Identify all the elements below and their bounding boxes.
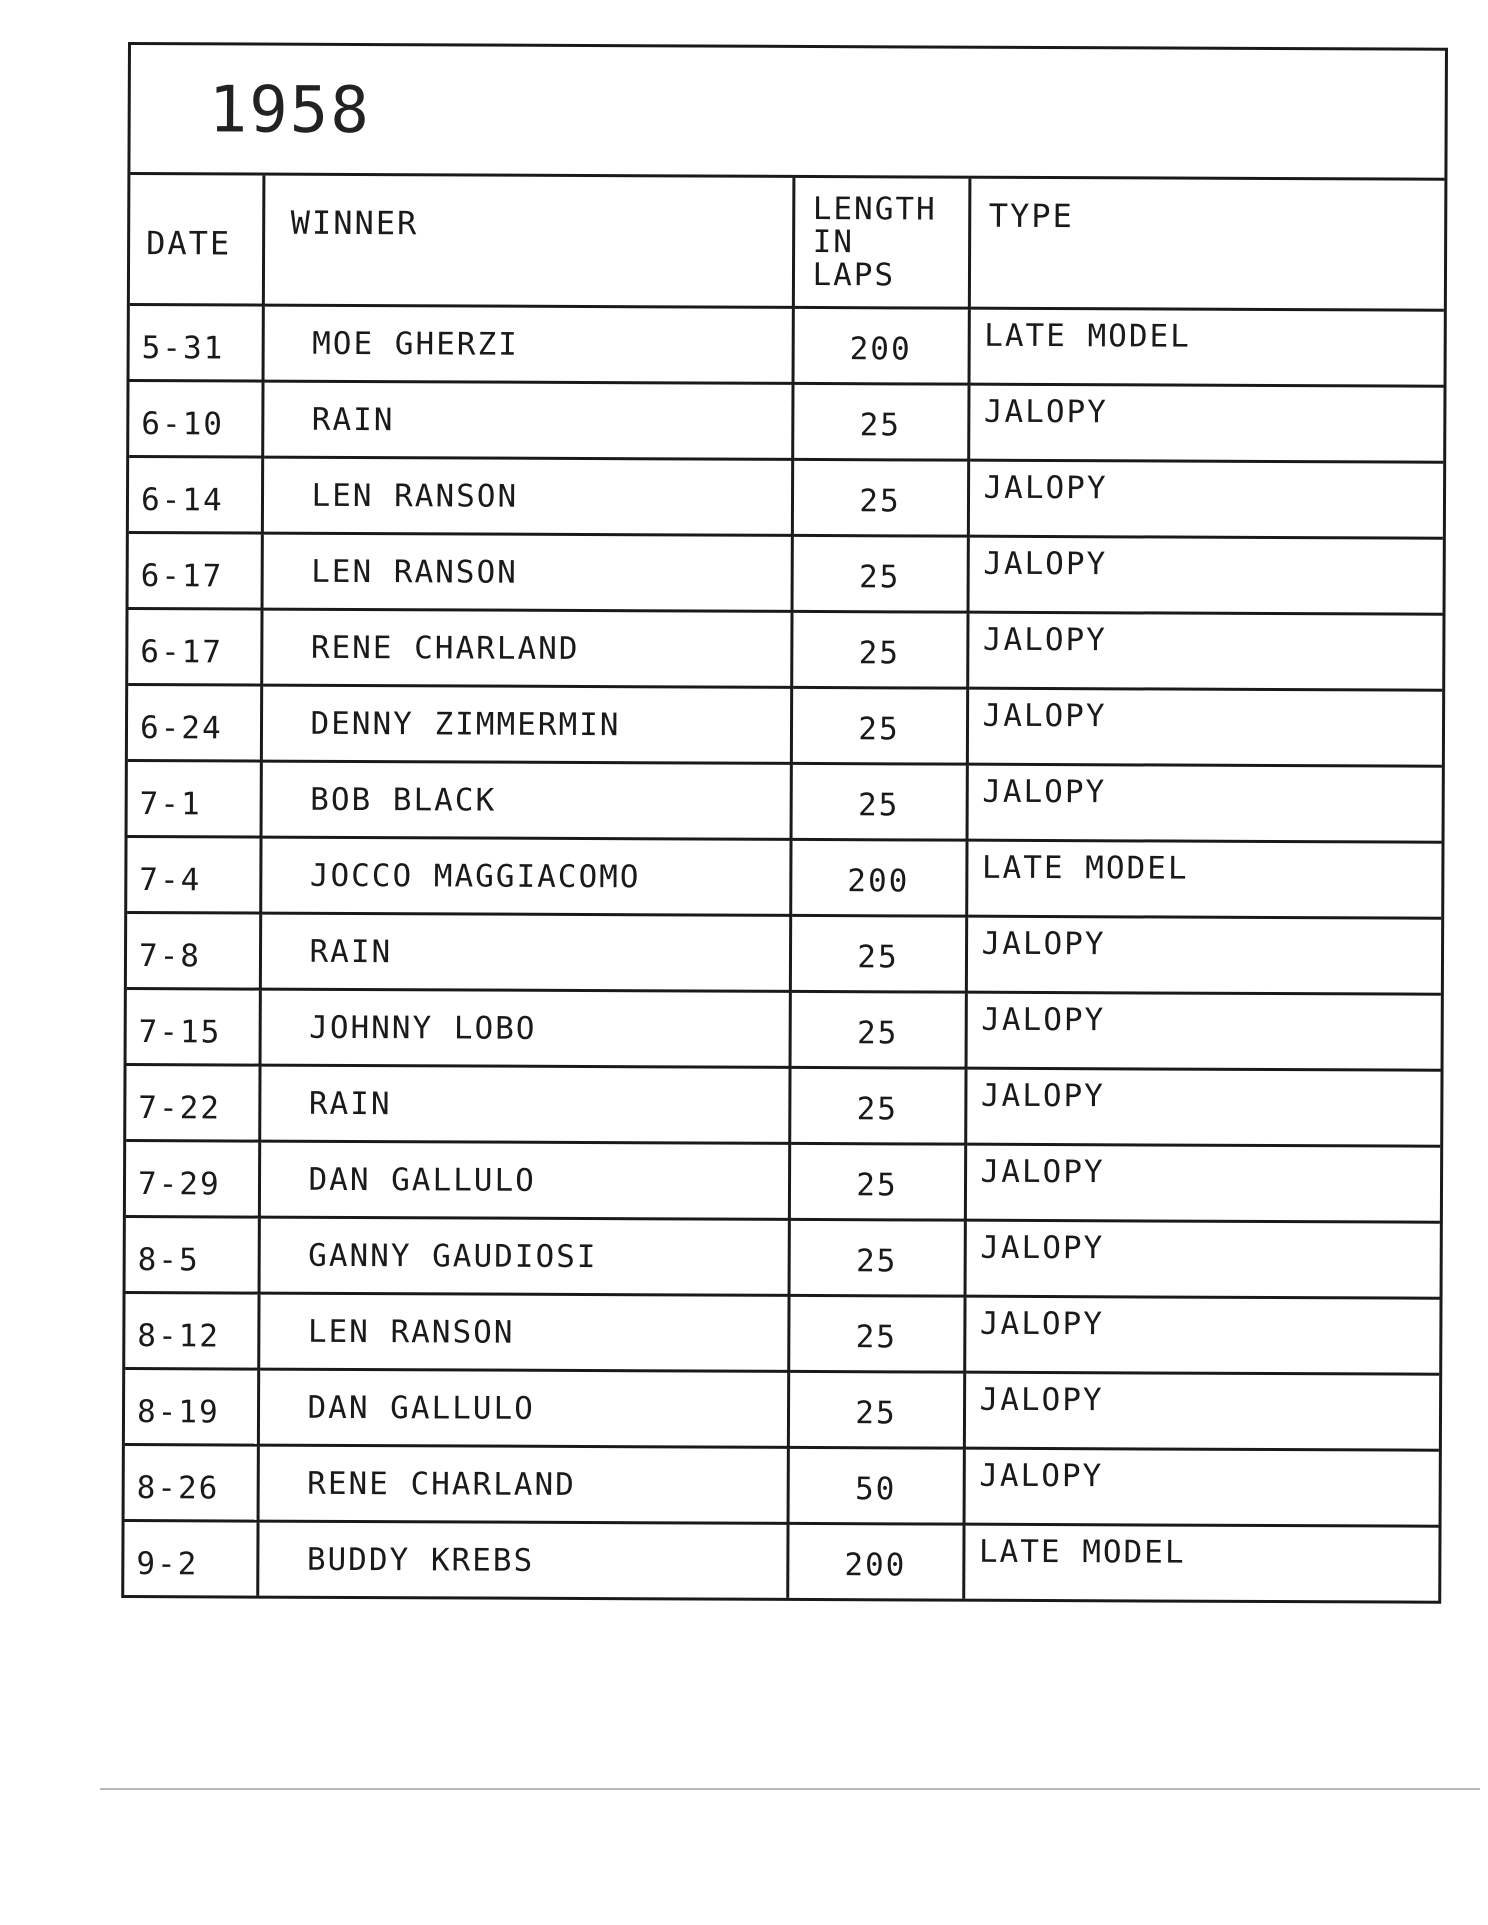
cell-type: JALOPY bbox=[965, 1220, 1440, 1298]
cell-type: JALOPY bbox=[967, 764, 1442, 842]
table-row bbox=[130, 305, 1444, 387]
cell-winner: RAIN bbox=[259, 1065, 789, 1143]
cell-date: 7-8 bbox=[127, 913, 260, 990]
column-header-type: TYPE bbox=[969, 179, 1445, 311]
cell-winner: RENE CHARLAND bbox=[261, 609, 791, 687]
results-sheet bbox=[121, 42, 1448, 1604]
table-row bbox=[126, 1217, 1440, 1299]
table-row bbox=[124, 1520, 1438, 1600]
cell-type: JALOPY bbox=[964, 1372, 1439, 1450]
cell-type: LATE MODEL bbox=[969, 308, 1444, 386]
cell-type: JALOPY bbox=[964, 1296, 1439, 1374]
table-row bbox=[128, 685, 1442, 767]
cell-laps: 25 bbox=[792, 459, 968, 536]
cell-type: LATE MODEL bbox=[966, 840, 1441, 918]
cell-date: 6-24 bbox=[128, 685, 261, 762]
table-row bbox=[125, 1369, 1439, 1451]
cell-date: 6-10 bbox=[129, 381, 262, 458]
cell-type: JALOPY bbox=[966, 916, 1441, 994]
cell-laps: 25 bbox=[790, 991, 966, 1068]
column-header-length-line2: IN bbox=[812, 223, 855, 260]
cell-laps: 25 bbox=[791, 611, 967, 688]
cell-winner: GANNY GAUDIOSI bbox=[259, 1217, 789, 1295]
cell-date: 8-12 bbox=[125, 1293, 258, 1370]
cell-winner: BOB BLACK bbox=[261, 761, 791, 839]
cell-winner: DAN GALLULO bbox=[258, 1369, 788, 1447]
cell-laps: 25 bbox=[788, 1295, 964, 1372]
cell-type: JALOPY bbox=[967, 612, 1442, 690]
race-results-table bbox=[124, 175, 1444, 1601]
table-row bbox=[127, 837, 1441, 919]
cell-type: JALOPY bbox=[965, 1068, 1440, 1146]
table-row bbox=[125, 1444, 1439, 1526]
cell-date: 6-17 bbox=[129, 533, 262, 610]
table-row bbox=[127, 913, 1441, 995]
bottom-rule bbox=[100, 1788, 1480, 1790]
cell-laps: 25 bbox=[791, 687, 967, 764]
cell-date: 6-17 bbox=[128, 609, 261, 686]
cell-laps: 50 bbox=[788, 1447, 964, 1524]
cell-type: JALOPY bbox=[968, 536, 1443, 614]
cell-winner: RAIN bbox=[262, 381, 792, 459]
cell-type: JALOPY bbox=[967, 688, 1442, 766]
cell-date: 8-19 bbox=[125, 1369, 258, 1446]
column-header-date: DATE bbox=[130, 175, 264, 305]
cell-date: 8-26 bbox=[125, 1444, 258, 1521]
table-row bbox=[125, 1293, 1439, 1375]
cell-date: 5-31 bbox=[130, 305, 263, 382]
cell-laps: 200 bbox=[790, 839, 966, 916]
column-header-length-line1: LENGTH bbox=[812, 190, 937, 228]
cell-laps: 200 bbox=[793, 307, 969, 384]
cell-date: 6-14 bbox=[129, 457, 262, 534]
cell-date: 7-1 bbox=[128, 761, 261, 838]
table-row bbox=[127, 989, 1441, 1071]
cell-laps: 200 bbox=[787, 1523, 963, 1598]
cell-date: 7-29 bbox=[126, 1141, 259, 1218]
cell-winner: LEN RANSON bbox=[258, 1293, 788, 1371]
table-row bbox=[128, 761, 1442, 843]
cell-laps: 25 bbox=[789, 1143, 965, 1220]
cell-winner: DAN GALLULO bbox=[259, 1141, 789, 1219]
cell-winner: JOCCO MAGGIACOMO bbox=[260, 837, 790, 915]
cell-laps: 25 bbox=[792, 383, 968, 460]
cell-date: 7-22 bbox=[126, 1065, 259, 1142]
column-header-length bbox=[793, 178, 970, 308]
cell-date: 8-5 bbox=[126, 1217, 259, 1294]
cell-type: LATE MODEL bbox=[978, 1533, 1186, 1571]
cell-date: 7-15 bbox=[127, 989, 260, 1066]
column-header-winner: WINNER bbox=[263, 176, 794, 308]
table-row bbox=[128, 609, 1442, 691]
cell-winner: MOE GHERZI bbox=[263, 305, 793, 383]
table-row bbox=[129, 457, 1443, 539]
cell-winner: BUDDY KREBS bbox=[257, 1521, 787, 1598]
cell-laps: 25 bbox=[791, 763, 967, 840]
table-row bbox=[126, 1141, 1440, 1223]
cell-type: JALOPY bbox=[965, 1144, 1440, 1222]
cell-type: JALOPY bbox=[964, 1448, 1439, 1526]
cell-winner: JOHNNY LOBO bbox=[260, 989, 790, 1067]
cell-date: 9-2 bbox=[124, 1520, 257, 1595]
cell-laps: 25 bbox=[789, 1067, 965, 1144]
cell-winner: RAIN bbox=[260, 913, 790, 991]
cell-laps: 25 bbox=[788, 1371, 964, 1448]
cell-date: 7-4 bbox=[127, 837, 260, 914]
cell-winner: LEN RANSON bbox=[262, 457, 792, 535]
column-header-length-line3: LAPS bbox=[812, 256, 896, 293]
cell-laps: 25 bbox=[792, 535, 968, 612]
header-row bbox=[130, 175, 1445, 310]
cell-laps: 25 bbox=[789, 1219, 965, 1296]
cell-winner: DENNY ZIMMERMIN bbox=[261, 685, 791, 763]
year-header-box bbox=[130, 45, 1445, 181]
cell-winner: RENE CHARLAND bbox=[258, 1445, 788, 1523]
cell-type: JALOPY bbox=[968, 460, 1443, 538]
cell-type: JALOPY bbox=[966, 992, 1441, 1070]
table-row bbox=[129, 381, 1443, 463]
cell-laps: 25 bbox=[790, 915, 966, 992]
cell-type: JALOPY bbox=[968, 384, 1443, 462]
table-row bbox=[129, 533, 1443, 615]
table-row bbox=[126, 1065, 1440, 1147]
year-title: 1958 bbox=[208, 73, 371, 149]
cell-winner: LEN RANSON bbox=[262, 533, 792, 611]
